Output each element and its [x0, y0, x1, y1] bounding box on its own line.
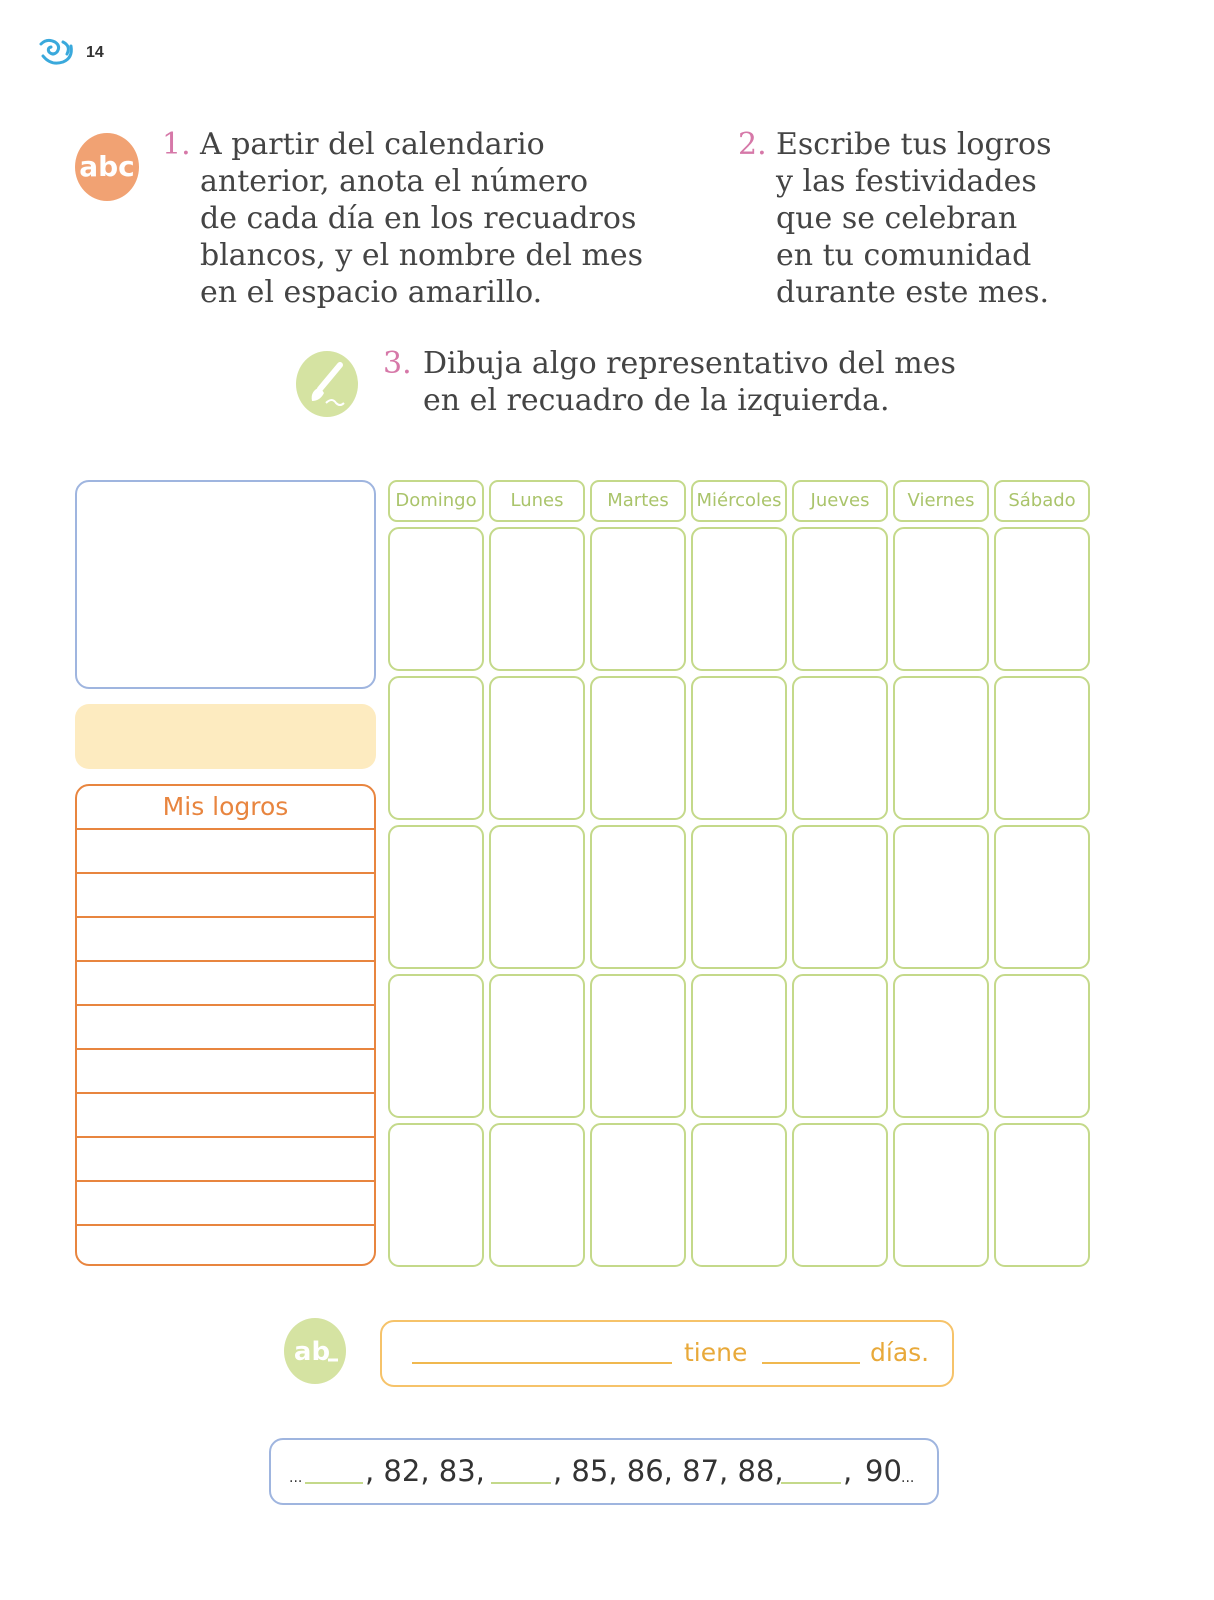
day-cell[interactable]: [792, 825, 888, 969]
day-cell[interactable]: [893, 1123, 989, 1267]
day-cell[interactable]: [691, 1123, 787, 1267]
day-cell[interactable]: [893, 825, 989, 969]
day-cell[interactable]: [388, 1123, 484, 1267]
day-cell[interactable]: [792, 527, 888, 671]
day-cell[interactable]: [590, 1123, 686, 1267]
day-cell[interactable]: [994, 527, 1090, 671]
day-cell[interactable]: [388, 825, 484, 969]
day-cell[interactable]: [388, 974, 484, 1118]
number-sequence-box: [269, 1438, 939, 1505]
day-cell[interactable]: [590, 676, 686, 820]
sequence-blank[interactable]: [491, 1482, 551, 1484]
logros-line[interactable]: [77, 918, 374, 962]
day-cell[interactable]: [691, 825, 787, 969]
sequence-blank[interactable]: [781, 1482, 841, 1484]
day-cell[interactable]: [792, 974, 888, 1118]
sequence-part: , 82, 83,: [365, 1454, 485, 1488]
instruction-line: en tu comunidad: [776, 238, 1032, 273]
month-blank[interactable]: [412, 1362, 672, 1364]
logros-line[interactable]: [77, 1094, 374, 1138]
instruction-line: Escribe tus logros: [776, 127, 1052, 162]
svg-text:ab: ab: [293, 1337, 331, 1367]
day-cell[interactable]: [489, 676, 585, 820]
day-cell[interactable]: [489, 974, 585, 1118]
sequence-start: ...: [289, 1470, 303, 1486]
day-cell[interactable]: [792, 676, 888, 820]
sequence-part: , 85, 86, 87, 88,: [553, 1454, 784, 1488]
logros-line[interactable]: [77, 1226, 374, 1266]
logros-list: [75, 784, 376, 1266]
day-cell[interactable]: [691, 676, 787, 820]
logros-line[interactable]: [77, 1138, 374, 1182]
day-cell[interactable]: [792, 1123, 888, 1267]
day-cell[interactable]: [489, 527, 585, 671]
sequence-blank[interactable]: [305, 1482, 363, 1484]
instruction-line: Dibuja algo representativo del mes: [423, 346, 956, 381]
instruction-line: blancos, y el nombre del mes: [200, 238, 644, 273]
svg-text:abc: abc: [79, 150, 135, 183]
day-cell[interactable]: [590, 825, 686, 969]
sentence-word-dias: días.: [870, 1338, 930, 1367]
day-cell[interactable]: [388, 527, 484, 671]
logros-line[interactable]: [77, 830, 374, 874]
day-cell[interactable]: [388, 676, 484, 820]
day-header: Jueves: [792, 480, 888, 522]
logros-line[interactable]: [77, 874, 374, 918]
instruction-line: que se celebran: [776, 201, 1018, 236]
day-cell[interactable]: [893, 527, 989, 671]
instruction-3: [383, 345, 956, 418]
instruction-line: y las festividades: [776, 164, 1037, 199]
instruction-number: 3.: [383, 346, 412, 381]
brush-icon: [296, 351, 358, 417]
day-header: Viernes: [893, 480, 989, 522]
sentence-box: [380, 1320, 954, 1387]
instruction-line: durante este mes.: [776, 275, 1050, 310]
instruction-line: en el espacio amarillo.: [200, 275, 543, 310]
day-cell[interactable]: [590, 974, 686, 1118]
day-cell[interactable]: [489, 1123, 585, 1267]
day-cell[interactable]: [994, 974, 1090, 1118]
day-cell[interactable]: [489, 825, 585, 969]
day-cell[interactable]: [893, 974, 989, 1118]
day-cell[interactable]: [893, 676, 989, 820]
day-cell[interactable]: [994, 825, 1090, 969]
instruction-number: 1.: [162, 127, 191, 162]
day-header: Miércoles: [691, 480, 787, 522]
instruction-line: A partir del calendario: [200, 127, 545, 162]
day-header: Lunes: [489, 480, 585, 522]
instruction-1: [162, 126, 644, 310]
instruction-line: de cada día en los recuadros: [200, 201, 637, 236]
instruction-2: [738, 126, 1052, 310]
instruction-line: en el recuadro de la izquierda.: [423, 383, 890, 418]
day-cell[interactable]: [691, 527, 787, 671]
days-blank[interactable]: [762, 1362, 860, 1364]
logros-line[interactable]: [77, 1050, 374, 1094]
sentence-word-tiene: tiene: [684, 1338, 748, 1367]
sequence-end-number: 90: [865, 1454, 902, 1488]
ab-blank-icon: [284, 1318, 346, 1384]
sequence-end: ...: [901, 1470, 915, 1486]
instruction-line: anterior, anota el número: [200, 164, 589, 199]
day-header: Domingo: [388, 480, 484, 522]
page-number: 14: [86, 44, 104, 61]
month-name-box[interactable]: [75, 704, 376, 769]
logros-line[interactable]: [77, 1182, 374, 1226]
day-cell[interactable]: [994, 676, 1090, 820]
logros-line[interactable]: [77, 962, 374, 1006]
drawing-box[interactable]: [75, 480, 376, 689]
day-cell[interactable]: [691, 974, 787, 1118]
day-cell[interactable]: [994, 1123, 1090, 1267]
logros-line[interactable]: [77, 1006, 374, 1050]
sequence-part: ,: [843, 1454, 853, 1488]
abc-icon: [75, 133, 139, 201]
day-header: Sábado: [994, 480, 1090, 522]
logros-title: Mis logros: [77, 786, 374, 830]
day-cell[interactable]: [590, 527, 686, 671]
spiral-wave-icon: [37, 36, 77, 72]
day-header: Martes: [590, 480, 686, 522]
instruction-number: 2.: [738, 127, 767, 162]
